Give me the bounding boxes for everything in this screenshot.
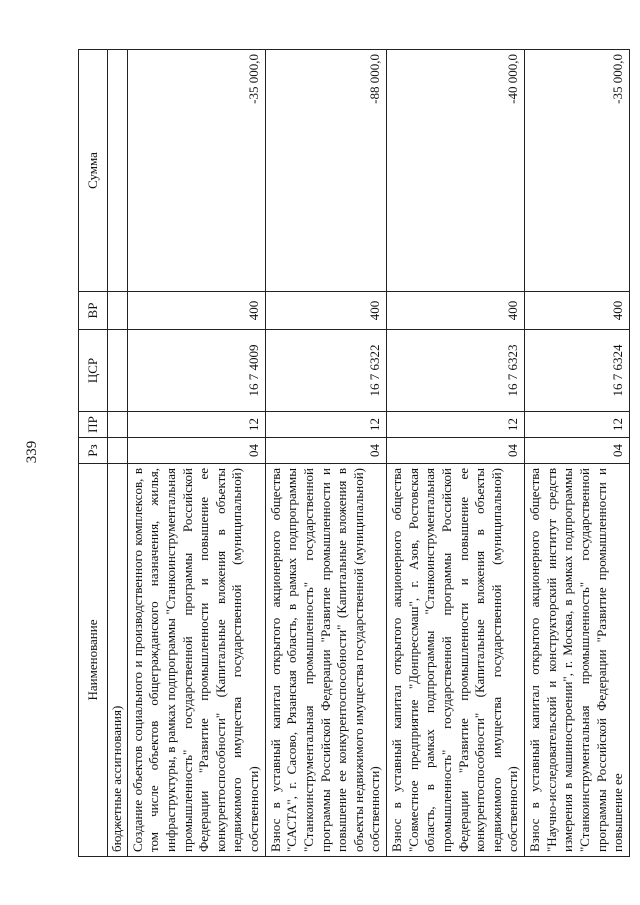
header-csr: ЦСР <box>79 330 108 412</box>
table-row-continued <box>108 50 128 857</box>
header-rz: Рз <box>79 438 108 464</box>
table-row <box>525 50 630 857</box>
cell-name: Создание объектов социального и производственного комплексов, в том числе объектов общегражданского назначения, жилья, инфраструктуры, в рамках подпрограммы "Станкоинструментальная промышленность" государственной программы Российской Федерации "Развитие промышленности и повышение ее конкурентоспособности" (Капитальные вложения в объекты недвижимого имущества государственной (муниципальной) собственности) <box>127 464 265 857</box>
cell-vr <box>108 292 128 330</box>
header-name: Наименование <box>79 464 108 857</box>
cell-sum: -40 000,0 <box>387 50 525 292</box>
header-vr: ВР <box>79 292 108 330</box>
cell-name: Взнос в уставный капитал открытого акционерного общества "Научно-исследовательский и конструкторский институт средств измерения в машиностроении", г. Москва, в рамках подпрограммы "Станкоинструментальная промышленность" государственной программы Российской Федерации "Развитие промышленности и повышение ее <box>525 464 630 857</box>
cell-pr <box>108 412 128 438</box>
table-row <box>127 50 265 857</box>
table-row <box>265 50 386 857</box>
table-row <box>387 50 525 857</box>
cell-pr: 12 <box>265 412 386 438</box>
cell-sum: -35 000,0 <box>525 50 630 292</box>
cell-sum: -88 000,0 <box>265 50 386 292</box>
cell-pr: 12 <box>127 412 265 438</box>
page-number: 339 <box>24 440 40 464</box>
budget-table <box>78 49 630 857</box>
cell-vr: 400 <box>265 292 386 330</box>
cell-vr: 400 <box>387 292 525 330</box>
header-sum: Сумма <box>79 50 108 292</box>
cell-csr: 16 7 6324 <box>525 330 630 412</box>
cell-vr: 400 <box>525 292 630 330</box>
cell-sum: -35 000,0 <box>127 50 265 292</box>
header-pr: ПР <box>79 412 108 438</box>
cell-name: бюджетные ассигнования) <box>108 464 128 857</box>
cell-sum <box>108 50 128 292</box>
cell-pr: 12 <box>387 412 525 438</box>
cell-name: Взнос в уставный капитал открытого акционерного общества "Совместное предприятие "Донпрессмаш", г. Азов, Ростовская область, в рамках подпрограммы "Станкоинструментальная промышленность" государственной программы Российской Федерации "Развитие промышленности и повышение ее конкурентоспособности" (Капитальные вложения в объекты недвижимого имущества государственной (муниципальной) собственности) <box>387 464 525 857</box>
table-header-row <box>79 50 108 857</box>
cell-rz: 04 <box>525 438 630 464</box>
cell-csr <box>108 330 128 412</box>
cell-rz <box>108 438 128 464</box>
cell-rz: 04 <box>265 438 386 464</box>
cell-pr: 12 <box>525 412 630 438</box>
cell-csr: 16 7 6322 <box>265 330 386 412</box>
cell-rz: 04 <box>127 438 265 464</box>
cell-vr: 400 <box>127 292 265 330</box>
cell-csr: 16 7 4009 <box>127 330 265 412</box>
cell-csr: 16 7 6323 <box>387 330 525 412</box>
cell-rz: 04 <box>387 438 525 464</box>
cell-name: Взнос в уставный капитал открытого акционерного общества "САСТА", г. Сасово, Рязанская область, в рамках подпрограммы "Станкоинструментальная промышленность" государственной программы Российской Федерации "Развитие промышленности и повышение ее конкурентоспособности" (Капитальные вложения в объекты недвижимого имущества государственной (муниципальной) собственности) <box>265 464 386 857</box>
